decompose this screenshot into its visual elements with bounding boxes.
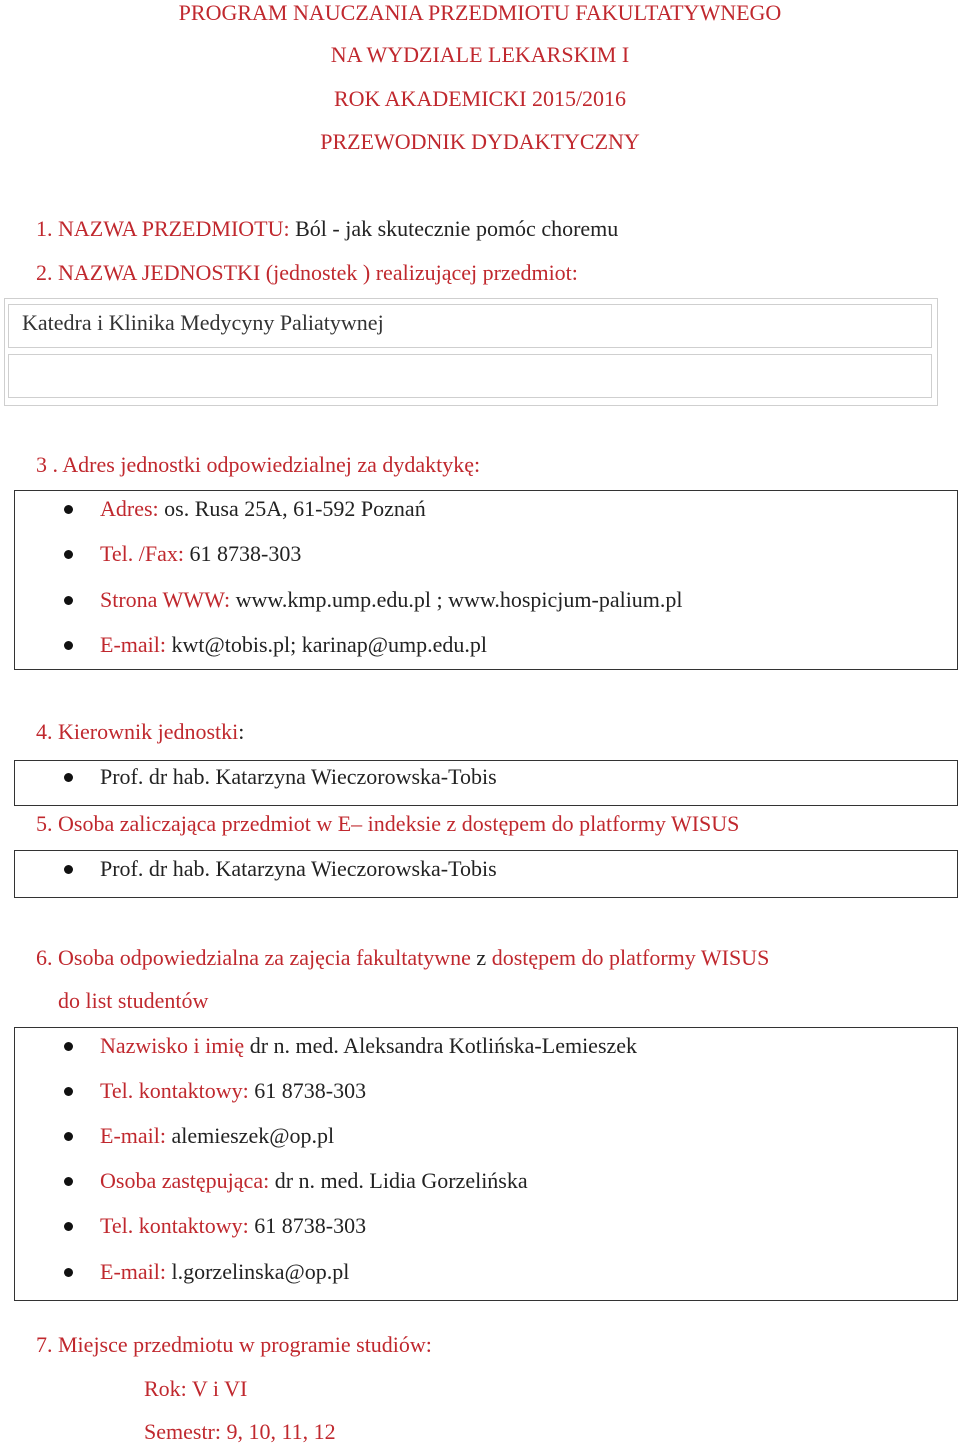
bullet-icon (64, 641, 73, 650)
website-line: Strona WWW: www.kmp.ump.edu.pl ; www.hospicjum-palium.pl (100, 587, 683, 612)
section-3-label: 3 . Adres jednostki odpowiedzialnej za dydaktykę: (36, 452, 481, 477)
bullet-icon (64, 773, 73, 782)
bullet-icon (64, 596, 73, 605)
bullet-icon (64, 1222, 73, 1231)
address-line: Adres: os. Rusa 25A, 61-592 Poznań (100, 496, 426, 521)
doc-title-line-2: NA WYDZIALE LEKARSKIM I (330, 42, 630, 67)
section-4: 4. Kierownik jednostki: (36, 719, 245, 744)
deputy-phone: Tel. kontaktowy: 61 8738-303 (100, 1213, 367, 1238)
deputy-email-link[interactable]: l.gorzelinska@op.pl (171, 1259, 350, 1284)
bullet-icon (64, 1177, 73, 1186)
deputy-email: E-mail: l.gorzelinska@op.pl (100, 1259, 350, 1284)
doc-title-line-1: PROGRAM NAUCZANIA PRZEDMIOTU FAKULTATYWNEGO (178, 0, 782, 25)
bullet-icon (64, 1132, 73, 1141)
section-6-label-cont: do list studentów (58, 988, 209, 1013)
section-2-label: 2. NAZWA JEDNOSTKI (jednostek ) realizującej przedmiot: (36, 260, 578, 285)
head-of-unit: Prof. dr hab. Katarzyna Wieczorowska-Tobis (100, 764, 497, 789)
bullet-icon (64, 505, 73, 514)
study-semester: Semestr: 9, 10, 11, 12 (144, 1419, 336, 1444)
bullet-icon (64, 1042, 73, 1051)
bullet-icon (64, 865, 73, 874)
phone-fax-line: Tel. /Fax: 61 8738-303 (100, 541, 302, 566)
study-year: Rok: V i VI (144, 1376, 248, 1401)
unit-name: Katedra i Klinika Medycyny Paliatywnej (22, 310, 384, 335)
bullet-icon (64, 550, 73, 559)
doc-title-line-4: PRZEWODNIK DYDAKTYCZNY (320, 129, 640, 154)
website-links[interactable]: www.kmp.ump.edu.pl ; www.hospicjum-palium.pl (235, 587, 683, 612)
section-7-label: 7. Miejsce przedmiotu w programie studiów: (36, 1332, 432, 1357)
examiner-name: Prof. dr hab. Katarzyna Wieczorowska-Tobis (100, 856, 497, 881)
section-1-label: 1. NAZWA PRZEDMIOTU: (36, 216, 290, 241)
course-name: Ból - jak skutecznie pomóc choremu (295, 216, 619, 241)
bullet-icon (64, 1087, 73, 1096)
doc-title-line-3: ROK AKADEMICKI 2015/2016 (333, 86, 627, 111)
section-6-label: 6. Osoba odpowiedzialna za zajęcia fakultatywne z dostępem do platformy WISUS (36, 945, 770, 970)
unit-row-2 (8, 354, 932, 398)
email-line: E-mail: kwt@tobis.pl; karinap@ump.edu.pl (100, 632, 487, 657)
coordinator-email: E-mail: alemieszek@op.pl (100, 1123, 335, 1148)
section-4-label: 4. Kierownik jednostki (36, 719, 239, 744)
coordinator-phone: Tel. kontaktowy: 61 8738-303 (100, 1078, 367, 1103)
section-5-label: 5. Osoba zaliczająca przedmiot w E– indeksie z dostępem do platformy WISUS (36, 811, 740, 836)
bullet-icon (64, 1268, 73, 1277)
email-links[interactable]: kwt@tobis.pl; karinap@ump.edu.pl (171, 632, 487, 657)
coordinator-email-link[interactable]: alemieszek@op.pl (171, 1123, 335, 1148)
section-1 (36, 216, 618, 242)
coordinator-name: Nazwisko i imię dr n. med. Aleksandra Kotlińska-Lemieszek (100, 1033, 638, 1058)
deputy-name: Osoba zastępująca: dr n. med. Lidia Gorzelińska (100, 1168, 528, 1193)
